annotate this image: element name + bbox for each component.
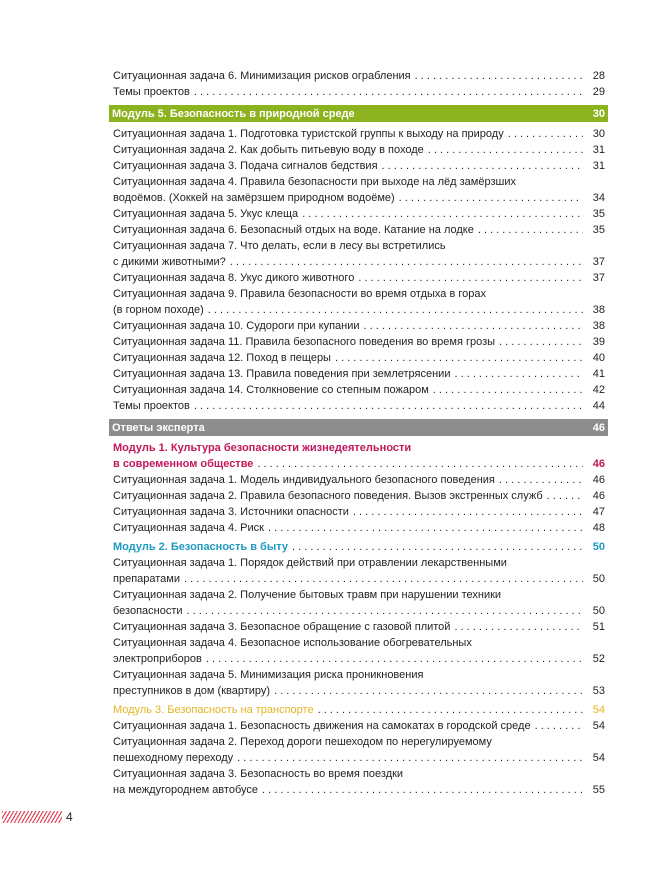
toc-entry-first-line: Ситуационная задача 3. Безопасность во время поездки [113, 768, 404, 780]
toc-entry[interactable] [113, 504, 605, 520]
toc-entry[interactable] [113, 68, 605, 84]
toc-entry[interactable] [113, 619, 605, 635]
toc-entry-line [113, 350, 605, 366]
toc-entry[interactable] [113, 734, 605, 766]
module-heading-line: Модуль 1. Культура безопасности жизнедеятельности [113, 442, 412, 454]
leader-dots [547, 488, 583, 504]
toc-page-number: 50 [592, 573, 605, 585]
toc-page-number: 47 [592, 506, 605, 518]
toc-entry-first-line: Ситуационная задача 4. Правила безопасности при выходе на лёд замёрзших [113, 176, 516, 188]
toc-page-number: 54 [592, 752, 605, 764]
toc-entry-line [113, 84, 605, 100]
page-number: 4 [66, 810, 73, 824]
toc-entry-title: Ситуационная задача 3. Источники опасности [113, 506, 349, 518]
leader-dots [268, 520, 583, 536]
toc-page-number: 50 [592, 605, 605, 617]
toc-entry[interactable] [113, 334, 605, 350]
toc-entry-title: Ситуационная задача 14. Столкновение со степным пожаром [113, 384, 429, 396]
toc-page-number: 52 [592, 653, 605, 665]
toc-entry-first-line: Ситуационная задача 2. Получение бытовых травм при нарушении техники [113, 589, 502, 601]
module-heading-entry [113, 456, 605, 472]
toc-entry-title: Ситуационная задача 1. Безопасность движения на самокатах в городской среде [113, 720, 531, 732]
leader-dots [499, 472, 583, 488]
toc-entry-first-line: Ситуационная задача 9. Правила безопасности во время отдыха в горах [113, 288, 486, 300]
toc-entry-title: безопасности [113, 605, 183, 617]
leader-dots [206, 651, 583, 667]
toc-entry-title: преступников в дом (квартиру) [113, 685, 271, 697]
toc-entry-line [113, 142, 605, 158]
toc-entry-line [113, 472, 605, 488]
toc-entry[interactable] [113, 635, 605, 667]
toc-page-number: 38 [592, 320, 605, 332]
toc-entry-line [113, 718, 605, 734]
toc-entry[interactable] [113, 366, 605, 382]
toc-entry-title: Ситуационная задача 10. Судороги при купании [113, 320, 360, 332]
toc-entry-title: Ситуационная задача 12. Поход в пещеры [113, 352, 331, 364]
toc-entry-line [113, 398, 605, 414]
module-header-bar[interactable] [109, 419, 608, 436]
table-of-contents [113, 68, 605, 798]
toc-page-number: 46 [592, 474, 605, 486]
toc-entry-title: Модуль 2. Безопасность в быту [113, 541, 289, 553]
toc-entry[interactable] [113, 398, 605, 414]
module-header-page: 46 [592, 421, 605, 434]
toc-page-number: 39 [592, 336, 605, 348]
leader-dots [454, 619, 583, 635]
toc-entry-first-line: Ситуационная задача 1. Порядок действий при отравлении лекарственными [113, 557, 507, 569]
toc-page-number: 34 [592, 192, 605, 204]
toc-entry-first-line: Ситуационная задача 7. Что делать, если в лесу вы встретились [113, 240, 446, 252]
leader-dots [399, 190, 583, 206]
leader-dots [274, 683, 583, 699]
leader-dots [194, 398, 583, 414]
leader-dots [433, 382, 583, 398]
toc-entry[interactable] [113, 667, 605, 699]
module-header-title: Ответы эксперта [112, 421, 205, 434]
toc-entry-title: Ситуационная задача 11. Правила безопасного поведения во время грозы [113, 336, 496, 348]
page-footer [2, 810, 73, 824]
toc-entry-line [113, 782, 605, 798]
leader-dots [415, 68, 583, 84]
toc-page-number: 50 [592, 541, 605, 553]
toc-page-number: 51 [592, 621, 605, 633]
toc-entry[interactable] [113, 158, 605, 174]
toc-page-number: 46 [592, 490, 605, 502]
leader-dots [208, 302, 583, 318]
toc-entry-line [113, 270, 605, 286]
toc-page-number: 29 [592, 86, 605, 98]
toc-entry[interactable] [113, 520, 605, 536]
leader-dots [508, 126, 583, 142]
toc-entry[interactable] [113, 142, 605, 158]
toc-page-number: 54 [592, 704, 605, 716]
toc-entry-line [113, 254, 605, 270]
toc-entry[interactable] [113, 84, 605, 100]
toc-entry-line [113, 571, 605, 587]
toc-page-number: 28 [592, 70, 605, 82]
toc-page-number: 37 [592, 272, 605, 284]
leader-dots [382, 158, 583, 174]
module-heading-entry [113, 539, 605, 555]
toc-entry-title: водоёмов. (Хоккей на замёрзшем природном водоёме) [113, 192, 395, 204]
leader-dots [194, 84, 583, 100]
leader-dots [353, 504, 583, 520]
toc-entry-first-line: Ситуационная задача 4. Безопасное использование обогревательных [113, 637, 472, 649]
toc-page-number: 44 [592, 400, 605, 412]
toc-entry[interactable] [113, 270, 605, 286]
toc-entry-title: Ситуационная задача 4. Риск [113, 522, 264, 534]
toc-page-number: 35 [592, 208, 605, 220]
leader-dots [292, 539, 583, 555]
toc-entry[interactable] [113, 382, 605, 398]
toc-entry-title: электроприборов [113, 653, 202, 665]
toc-entry-title: Ситуационная задача 5. Укус клеща [113, 208, 299, 220]
toc-entry[interactable] [113, 126, 605, 142]
leader-dots [454, 366, 583, 382]
module-header-bar[interactable] [109, 105, 608, 122]
toc-entry-title: Ситуационная задача 13. Правила поведения при землетрясении [113, 368, 451, 380]
toc-entry-line [113, 382, 605, 398]
leader-dots [184, 571, 583, 587]
toc-entry-line [113, 750, 605, 766]
leader-dots [535, 718, 583, 734]
toc-entry-line [113, 683, 605, 699]
leader-dots [257, 456, 583, 472]
toc-entry-first-line: Ситуационная задача 2. Переход дороги пешеходом по нерегулируемому [113, 736, 492, 748]
toc-page-number: 40 [592, 352, 605, 364]
leader-dots [358, 270, 583, 286]
toc-entry-title: пешеходному переходу [113, 752, 234, 764]
toc-entry-line [113, 318, 605, 334]
toc-entry-title: (в горном походе) [113, 304, 204, 316]
toc-page-number: 46 [592, 458, 605, 470]
toc-entry-title: Ситуационная задача 3. Безопасное обращение с газовой плитой [113, 621, 451, 633]
toc-page-number: 55 [592, 784, 605, 796]
toc-entry[interactable] [113, 472, 605, 488]
toc-entry[interactable] [113, 555, 605, 587]
toc-entry-line [113, 651, 605, 667]
toc-entry[interactable] [113, 174, 605, 206]
toc-entry[interactable] [113, 350, 605, 366]
toc-entry-line [113, 222, 605, 238]
toc-entry[interactable] [113, 286, 605, 318]
toc-entry-line [113, 158, 605, 174]
leader-dots [187, 603, 583, 619]
leader-dots [318, 702, 583, 718]
toc-entry-title: в современном обществе [113, 458, 254, 470]
toc-entry-line [113, 126, 605, 142]
toc-entry-title: Ситуационная задача 1. Подготовка туристской группы к выходу на природу [113, 128, 504, 140]
toc-entry-line [113, 206, 605, 222]
leader-dots [302, 206, 583, 222]
toc-entry[interactable] [113, 766, 605, 798]
toc-page-number: 48 [592, 522, 605, 534]
toc-entry-title: Модуль 3. Безопасность на транспорте [113, 704, 314, 716]
decorative-stripes [2, 811, 62, 823]
toc-page-number: 37 [592, 256, 605, 268]
toc-page-number: 31 [592, 160, 605, 172]
toc-page-number: 53 [592, 685, 605, 697]
toc-entry-title: Ситуационная задача 8. Укус дикого животного [113, 272, 355, 284]
module-heading-entry [113, 702, 605, 718]
leader-dots [230, 254, 583, 270]
toc-page-number: 42 [592, 384, 605, 396]
toc-entry-title: препаратами [113, 573, 180, 585]
toc-entry-title: Ситуационная задача 6. Минимизация рисков ограбления [113, 70, 411, 82]
toc-entry[interactable] [113, 206, 605, 222]
toc-page-number: 30 [592, 128, 605, 140]
leader-dots [499, 334, 583, 350]
toc-entry-title: на междугороднем автобусе [113, 784, 258, 796]
toc-page-number: 54 [592, 720, 605, 732]
toc-entry[interactable] [113, 718, 605, 734]
module-heading[interactable] [113, 539, 605, 555]
toc-entry-title: Ситуационная задача 2. Как добыть питьевую воду в походе [113, 144, 424, 156]
toc-entry-line [113, 520, 605, 536]
toc-entry-title: Ситуационная задача 6. Безопасный отдых на воде. Катание на лодке [113, 224, 474, 236]
module-heading[interactable] [113, 702, 605, 718]
module-header-page: 30 [592, 107, 605, 120]
toc-entry-title: Ситуационная задача 2. Правила безопасного поведения. Вызов экстренных служб [113, 490, 543, 502]
toc-entry-line [113, 603, 605, 619]
leader-dots [428, 142, 583, 158]
toc-entry-title: Темы проектов [113, 86, 190, 98]
toc-page-number: 31 [592, 144, 605, 156]
leader-dots [478, 222, 583, 238]
toc-entry-title: Ситуационная задача 3. Подача сигналов бедствия [113, 160, 378, 172]
toc-entry[interactable] [113, 238, 605, 270]
toc-entry-line [113, 334, 605, 350]
toc-entry-line [113, 366, 605, 382]
toc-entry-line [113, 488, 605, 504]
leader-dots [262, 782, 583, 798]
toc-entry-first-line: Ситуационная задача 5. Минимизация риска проникновения [113, 669, 424, 681]
leader-dots [364, 318, 583, 334]
toc-entry-title: Ситуационная задача 1. Модель индивидуального безопасного поведения [113, 474, 495, 486]
toc-entry-line [113, 190, 605, 206]
toc-entry-title: Темы проектов [113, 400, 190, 412]
toc-page-number: 35 [592, 224, 605, 236]
leader-dots [237, 750, 583, 766]
toc-entry-title: с дикими животными? [113, 256, 226, 268]
toc-entry-line [113, 68, 605, 84]
toc-entry-line [113, 619, 605, 635]
toc-page-number: 38 [592, 304, 605, 316]
toc-entry[interactable] [113, 587, 605, 619]
toc-entry[interactable] [113, 222, 605, 238]
toc-entry[interactable] [113, 318, 605, 334]
toc-entry-line [113, 302, 605, 318]
toc-page-number: 41 [592, 368, 605, 380]
module-heading[interactable] [113, 440, 605, 472]
toc-entry-line [113, 504, 605, 520]
module-header-title: Модуль 5. Безопасность в природной среде [112, 107, 355, 120]
toc-entry[interactable] [113, 488, 605, 504]
leader-dots [335, 350, 583, 366]
